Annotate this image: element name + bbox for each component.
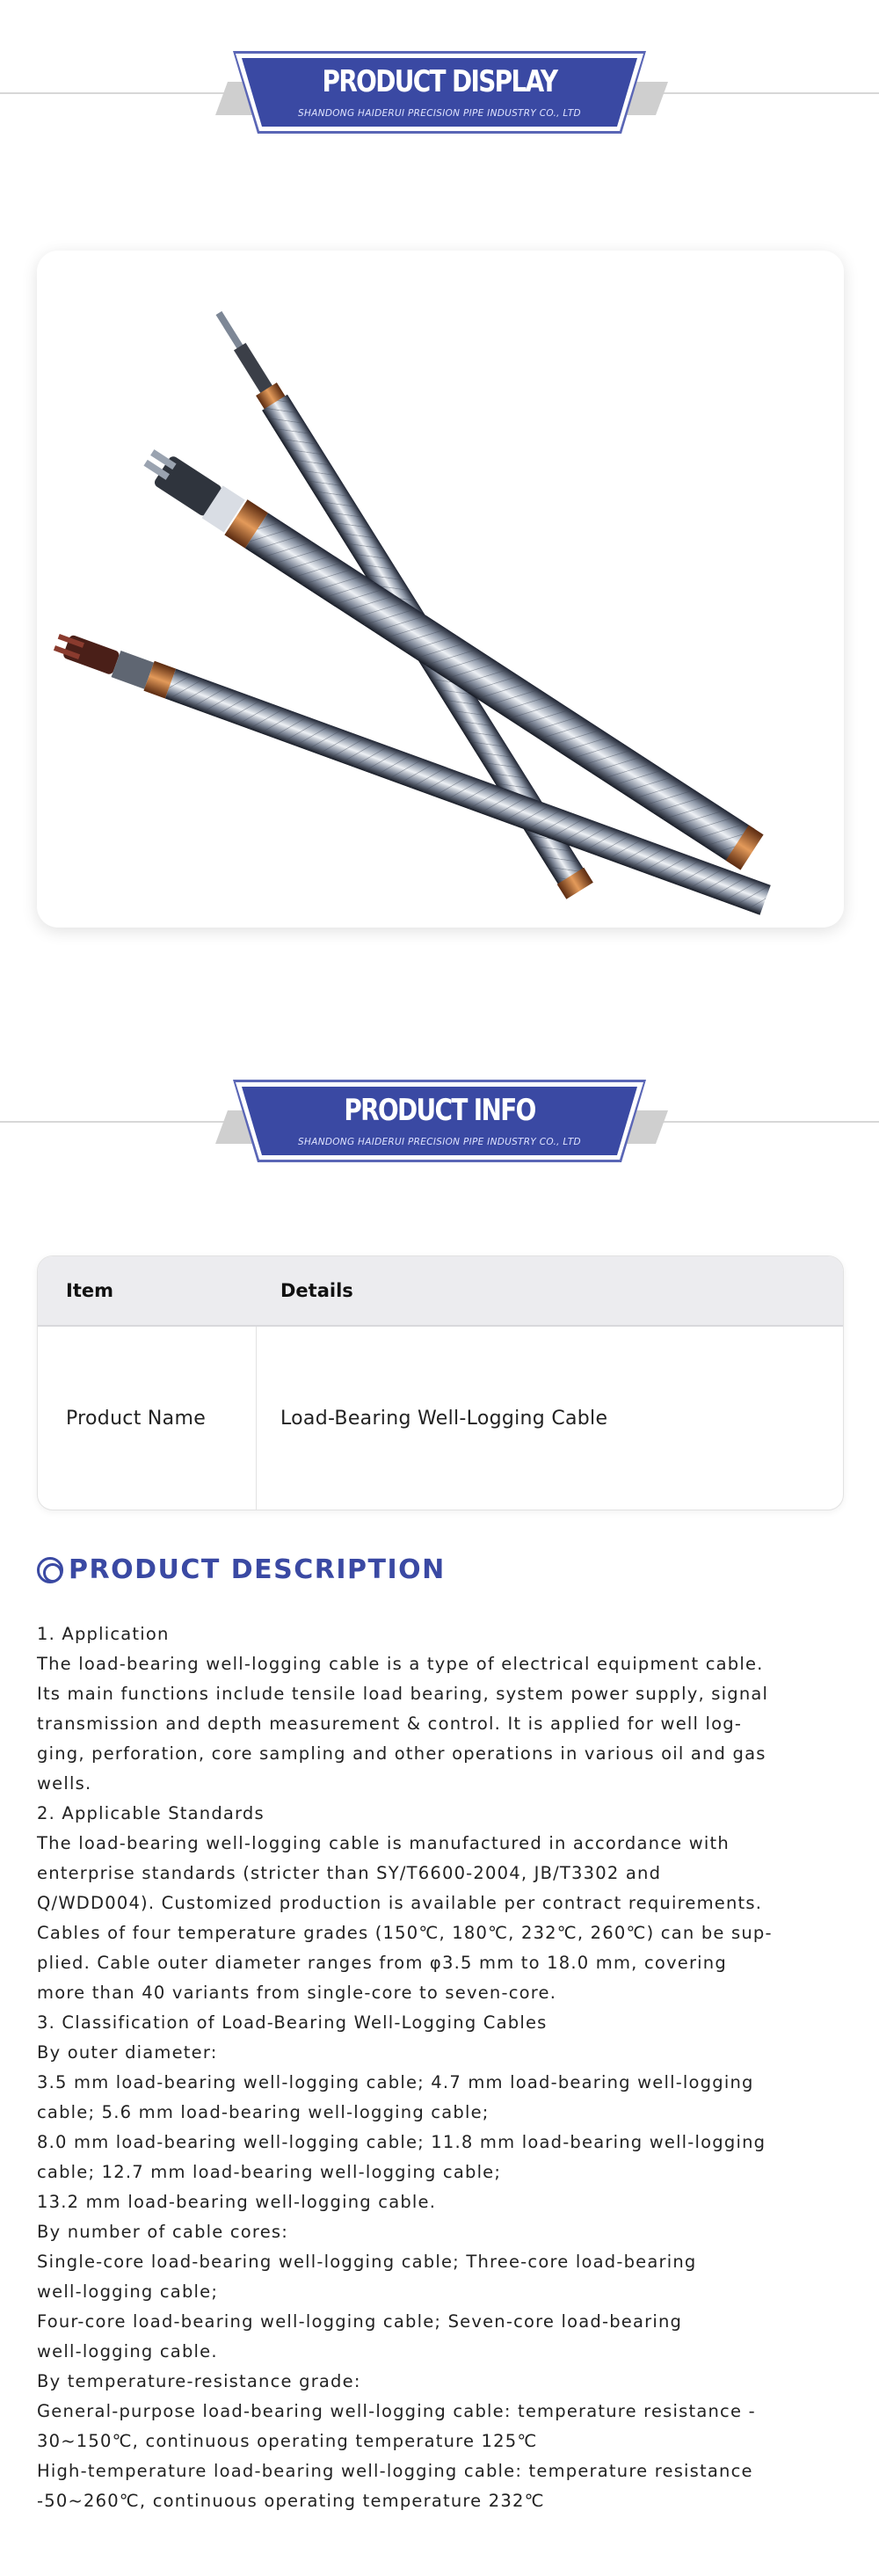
description-line: 30~150℃, continuous operating temperature 125℃ xyxy=(37,2431,538,2451)
description-line: Its main functions include tensile load bearing, system power supply, signal xyxy=(37,1684,769,1704)
description-line: 2. Applicable Standards xyxy=(37,1803,265,1823)
description-line: By outer diameter: xyxy=(37,2042,218,2063)
description-line: By temperature-resistance grade: xyxy=(37,2371,361,2391)
description-line: transmission and depth measurement & control. It is applied for well log- xyxy=(37,1714,743,1734)
description-line: High-temperature load-bearing well-logging cable: temperature resistance xyxy=(37,2461,753,2481)
description-line: By number of cable cores: xyxy=(37,2222,289,2242)
product-display-title: PRODUCT DISPLAY xyxy=(322,64,557,99)
description-line: Four-core load-bearing well-logging cable; Seven-core load-bearing xyxy=(37,2311,683,2332)
description-line: 1. Application xyxy=(37,1624,170,1644)
product-description-body xyxy=(37,1619,844,2516)
description-line: well-logging cable. xyxy=(37,2341,218,2361)
product-info-table xyxy=(37,1255,844,1510)
description-line: cable; 5.6 mm load-bearing well-logging cable; xyxy=(37,2102,490,2122)
description-line: 3. Classification of Load-Bearing Well-Logging Cables xyxy=(37,2012,548,2033)
column-divider xyxy=(256,1327,257,1510)
description-line: cable; 12.7 mm load-bearing well-logging cable; xyxy=(37,2162,502,2182)
description-line: enterprise standards (stricter than SY/T6600-2004, JB/T3302 and xyxy=(37,1863,662,1883)
description-line: plied. Cable outer diameter ranges from φ3.5 mm to 18.0 mm, covering xyxy=(37,1953,727,1973)
row-details-product-name: Load-Bearing Well-Logging Cable xyxy=(280,1407,608,1430)
product-description-heading xyxy=(37,1554,446,1585)
description-line: well-logging cable; xyxy=(37,2281,219,2302)
description-line: more than 40 variants from single-core to seven-core. xyxy=(37,1983,557,2003)
description-line: 13.2 mm load-bearing well-logging cable. xyxy=(37,2192,437,2212)
description-line: Q/WDD004). Customized production is available per contract requirements. xyxy=(37,1893,763,1913)
description-line: -50~260℃, continuous operating temperature 232℃ xyxy=(37,2491,545,2511)
description-line: ging, perforation, core sampling and other operations in various oil and gas xyxy=(37,1743,766,1764)
product-info-subtitle: SHANDONG HAIDERUI PRECISION PIPE INDUSTRY CO., LTD xyxy=(298,1137,581,1147)
description-line: Single-core load-bearing well-logging cable; Three-core load-bearing xyxy=(37,2252,697,2272)
cable-product-image xyxy=(37,251,844,928)
double-ring-icon xyxy=(37,1557,63,1583)
description-line: 8.0 mm load-bearing well-logging cable; 11.8 mm load-bearing well-logging xyxy=(37,2132,766,2152)
header-item: Item xyxy=(66,1280,113,1301)
product-info-title: PRODUCT INFO xyxy=(344,1093,535,1128)
description-line: Cables of four temperature grades (150℃, 180℃, 232℃, 260℃) can be sup- xyxy=(37,1923,773,1943)
product-image-card xyxy=(37,251,844,928)
description-line: wells. xyxy=(37,1773,92,1794)
description-line: The load-bearing well-logging cable is manufactured in accordance with xyxy=(37,1833,730,1853)
product-info-banner xyxy=(0,1077,879,1174)
header-details: Details xyxy=(280,1280,353,1301)
product-description-title: PRODUCT DESCRIPTION xyxy=(69,1554,446,1585)
product-display-banner xyxy=(0,48,879,145)
table-row xyxy=(38,1327,843,1510)
row-item-product-name: Product Name xyxy=(66,1407,207,1430)
product-display-subtitle: SHANDONG HAIDERUI PRECISION PIPE INDUSTRY CO., LTD xyxy=(298,108,581,119)
cable-multi-core-middle xyxy=(136,442,764,870)
table-header xyxy=(38,1256,843,1327)
description-line: 3.5 mm load-bearing well-logging cable; 4.7 mm load-bearing well-logging xyxy=(37,2072,754,2092)
description-line: General-purpose load-bearing well-logging cable: temperature resistance - xyxy=(37,2401,756,2421)
description-line: The load-bearing well-logging cable is a type of electrical equipment cable. xyxy=(37,1654,764,1674)
